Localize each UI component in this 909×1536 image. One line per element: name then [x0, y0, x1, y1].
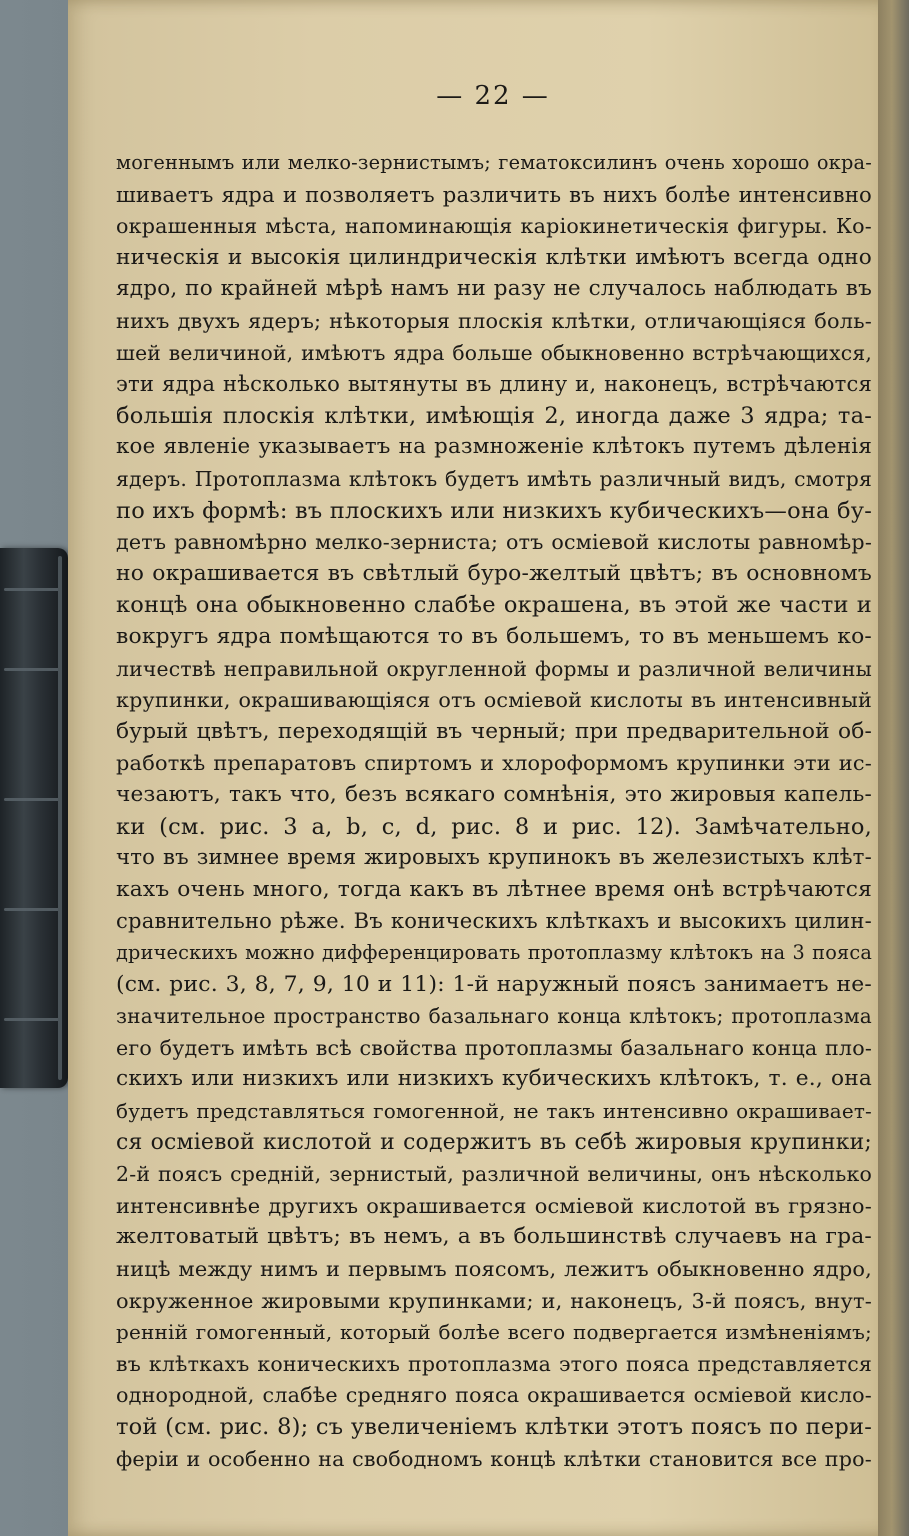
text-line: что въ зимнее время жировыхъ крупинокъ въ железистыхъ клѣт- — [116, 845, 872, 871]
text-line: по ихъ формѣ: въ плоскихъ или низкихъ кубическихъ—она бу- — [116, 497, 873, 524]
text-line: феріи и особенно на свободномъ концѣ клѣтки становится все про- — [116, 1446, 872, 1471]
text-line: сравнительно рѣже. Въ коническихъ клѣткахъ и высокихъ цилин- — [116, 908, 872, 934]
text-line: въ клѣткахъ коническихъ протоплазма этого пояса представляется — [116, 1351, 872, 1376]
text-line: той (см. рис. 8); съ увеличеніемъ клѣтки этотъ поясъ по пери- — [116, 1414, 872, 1440]
text-line: ядро, по крайней мѣрѣ намъ ни разу не случалось наблюдать въ — [116, 276, 872, 302]
text-line: ядеръ. Протоплазма клѣтокъ будетъ имѣть различный видъ, смотря — [116, 467, 872, 491]
text-line: работкѣ препаратовъ спиртомъ и хлороформомъ крупинки эти ис- — [116, 751, 872, 776]
text-line: большія плоскія клѣтки, имѣющія 2, иногда даже 3 ядра; та- — [116, 402, 872, 429]
text-line: окрашенныя мѣста, напоминающія каріокинетическія фигуры. Ко- — [116, 214, 872, 239]
text-line: дрическихъ можно дифференцировать протоплазму клѣтокъ на 3 пояса — [116, 941, 872, 964]
text-line: могеннымъ или мелко-зернистымъ; гематоксилинъ очень хорошо окра- — [116, 151, 872, 174]
text-line: личествѣ неправильной округленной формы и различной величины — [116, 656, 872, 681]
text-line: желтоватый цвѣтъ; въ немъ, а въ большинствѣ случаевъ на гра- — [116, 1224, 872, 1250]
text-line: его будетъ имѣть всѣ свойства протоплазмы базальнаго конца пло- — [116, 1035, 872, 1060]
text-line: вокругъ ядра помѣщаются то въ большемъ, то въ меньшемъ ко- — [116, 624, 872, 649]
text-line: окруженное жировыми крупинками; и, наконецъ, 3-й поясъ, внут- — [116, 1288, 872, 1313]
text-line: интенсивнѣе другихъ окрашивается осміевой кислотой въ грязно- — [116, 1193, 872, 1218]
text-line: однородной, слабѣе средняго пояса окрашивается осміевой кисло- — [116, 1383, 872, 1408]
text-line: значительное пространство базальнаго конца клѣтокъ; протоплазма — [116, 1004, 872, 1029]
text-line: бурый цвѣтъ, переходящій въ черный; при предварительной об- — [116, 718, 872, 744]
page-number: — 22 — — [436, 81, 550, 111]
text-line: скихъ или низкихъ или низкихъ кубическихъ клѣтокъ, т. е., она — [116, 1066, 872, 1092]
text-line: кое явленіе указываетъ на размноженіе клѣтокъ путемъ дѣленія — [116, 434, 872, 460]
text-line: детъ равномѣрно мелко-зерниста; отъ осміевой кислоты равномѣр- — [116, 530, 872, 555]
text-line: шей величиной, имѣютъ ядра больше обыкновенно встрѣчающихся, — [116, 340, 872, 365]
text-line: ки (см. рис. 3 a, b, c, d, рис. 8 и рис. 12). Замѣчательно, — [116, 813, 872, 840]
text-line: ся осміевой кислотой и содержитъ въ себѣ жировыя крупинки; — [116, 1129, 872, 1155]
text-line: концѣ она обыкновенно слабѣе окрашена, въ этой же части и — [116, 592, 872, 619]
text-line: (см. рис. 3, 8, 7, 9, 10 и 11): 1-й наружный поясъ занимаетъ не- — [116, 971, 872, 997]
text-line: шиваетъ ядра и позволяетъ различить въ нихъ болѣе интенсивно — [116, 181, 872, 207]
text-line: 2-й поясъ средній, зернистый, различной величины, онъ нѣсколько — [116, 1162, 872, 1187]
text-line: но окрашивается въ свѣтлый буро-желтый цвѣтъ; въ основномъ — [116, 560, 872, 586]
text-line: ренній гомогенный, который болѣе всего подвергается измѣненіямъ; — [116, 1320, 872, 1345]
text-line: крупинки, окрашивающіяся отъ осміевой кислоты въ интенсивный — [116, 688, 872, 713]
text-line: нихъ двухъ ядеръ; нѣкоторыя плоскія клѣтки, отличающіяся боль- — [116, 309, 872, 333]
text-line: эти ядра нѣсколько вытянуты въ длину и, наконецъ, встрѣчаются — [116, 371, 872, 397]
text-line: чезаютъ, такъ что, безъ всякаго сомнѣнія, это жировыя капель- — [116, 782, 872, 807]
text-line: ницѣ между нимъ и первымъ поясомъ, лежитъ обыкновенно ядро, — [116, 1257, 872, 1281]
text-line: кахъ очень много, тогда какъ въ лѣтнее время онѣ встрѣчаются — [116, 876, 872, 902]
text-line: будетъ представляться гомогенной, не такъ интенсивно окрашивает- — [116, 1099, 872, 1123]
text-line: ническія и высокія цилиндрическія клѣтки имѣютъ всегда одно — [116, 244, 872, 270]
